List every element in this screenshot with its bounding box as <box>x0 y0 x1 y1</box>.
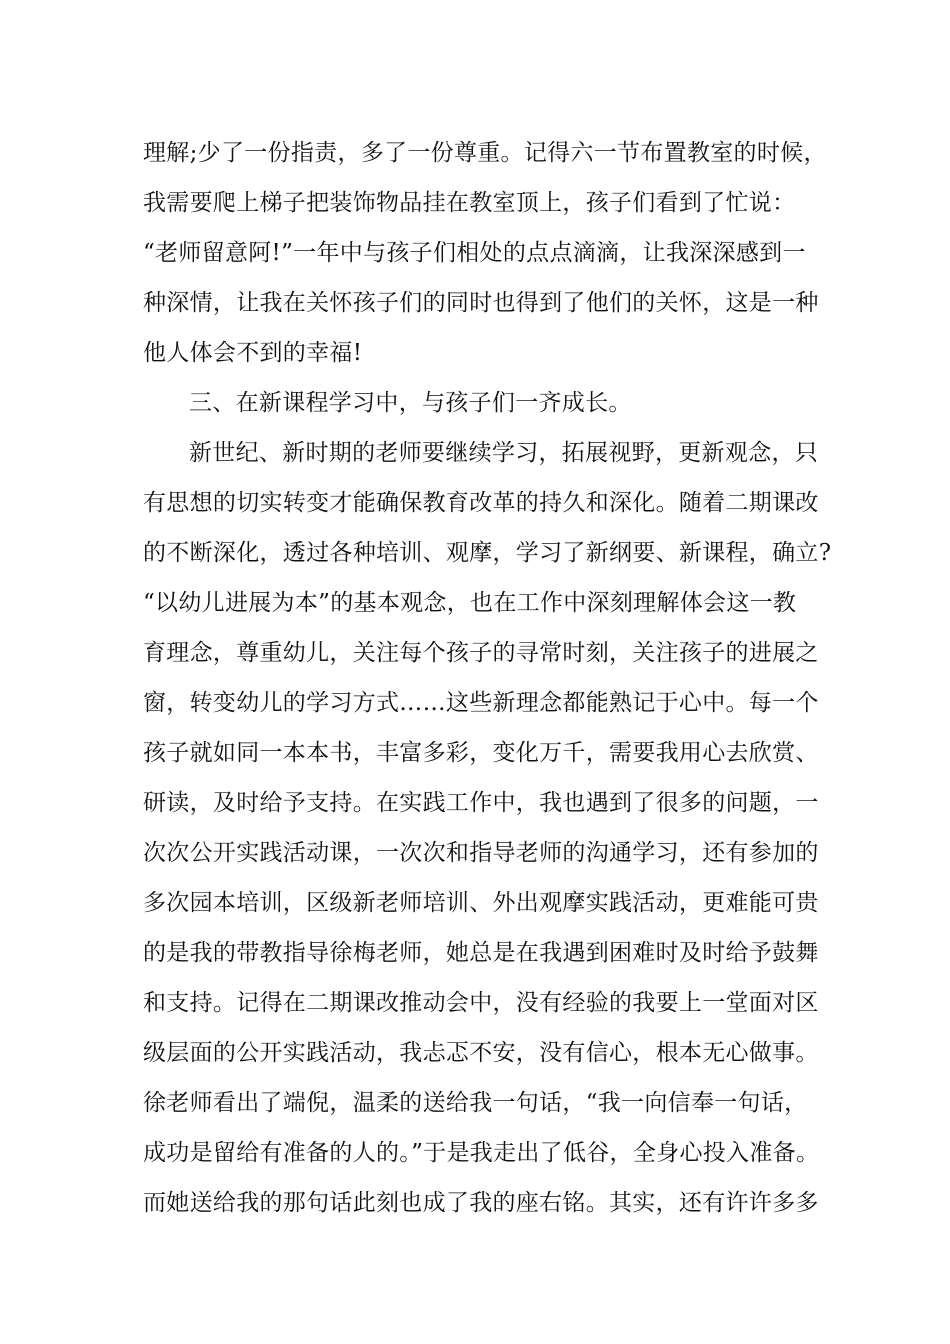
text-line: 种深情，让我在关怀孩子们的同时也得到了他们的关怀，这是一种 <box>143 290 819 316</box>
text-line: 级层面的公开实践活动，我忐忑不安，没有信心，根本无心做事。 <box>143 1040 819 1066</box>
text-line: 和支持。记得在二期课改推动会中，没有经验的我要上一堂面对区 <box>143 990 819 1016</box>
text-line: 的是我的带教指导徐梅老师，她总是在我遇到困难时及时给予鼓舞 <box>143 940 819 966</box>
text-line: 他人体会不到的幸福! <box>143 340 363 366</box>
text-line: 成功是留给有准备的人的。”于是我走出了低谷，全身心投入准备。 <box>143 1140 820 1166</box>
text-line: 有思想的切实转变才能确保教育改革的持久和深化。随着二期课改 <box>143 490 819 516</box>
text-line: 而她送给我的那句话此刻也成了我的座右铭。其实，还有许许多多 <box>143 1190 819 1216</box>
text-line: 育理念，尊重幼儿，关注每个孩子的寻常时刻，关注孩子的进展之 <box>143 640 819 666</box>
text-line: 孩子就如同一本本书，丰富多彩，变化万千，需要我用心去欣赏、 <box>143 740 819 766</box>
text-line: 我需要爬上梯子把装饰物品挂在教室顶上，孩子们看到了忙说： <box>143 190 796 216</box>
text-line: 多次园本培训，区级新老师培训、外出观摩实践活动，更难能可贵 <box>143 890 819 916</box>
body-text <box>143 128 833 1228</box>
text-line: 窗，转变幼儿的学习方式……这些新理念都能熟记于心中。每一个 <box>143 690 819 716</box>
section-heading: 三、在新课程学习中，与孩子们一齐成长。 <box>189 390 632 416</box>
paragraph-start: 新世纪、新时期的老师要继续学习，拓展视野，更新观念，只 <box>189 440 819 466</box>
text-line: “以幼儿进展为本”的基本观念，也在工作中深刻理解体会这一教 <box>143 590 797 616</box>
text-line: “老师留意阿!”一年中与孩子们相处的点点滴滴，让我深深感到一 <box>143 240 806 266</box>
text-line: 徐老师看出了端倪，温柔的送给我一句话，“我一向信奉一句话， <box>143 1090 808 1116</box>
text-line: 的不断深化，透过各种培训、观摩，学习了新纲要、新课程，确立? <box>143 540 832 566</box>
text-line: 研读，及时给予支持。在实践工作中，我也遇到了很多的问题，一 <box>143 790 819 816</box>
text-line: 理解;少了一份指责，多了一份尊重。记得六一节布置教室的时候， <box>143 140 827 166</box>
text-line: 次次公开实践活动课，一次次和指导老师的沟通学习，还有参加的 <box>143 840 819 866</box>
